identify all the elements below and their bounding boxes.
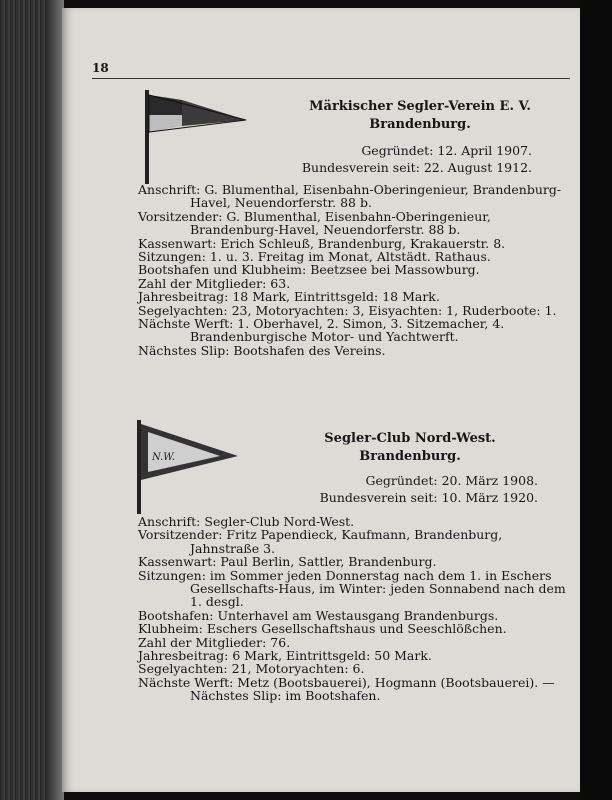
club1-federation: Bundesverein seit: 22. August 1912.	[301, 160, 532, 175]
club2-title	[300, 430, 520, 466]
entry-text: Paul Berlin, Sattler, Brandenburg.	[220, 554, 437, 570]
entry-text: 1. Oberhavel, 2. Simon, 3. Sitzemacher, 4. Brandenburgische Motor- und Yachtwerft.	[190, 316, 505, 345]
entry-label: Zahl der Mitglieder:	[138, 275, 267, 291]
entry-text: G. Blumenthal, Eisenbahn-Oberingenieur, Brandenburg-Havel, Neuendorferstr. 88 b.	[190, 182, 562, 211]
entry-text: 23, Motoryachten: 3, Eisyachten: 1, Ruderboote: 1.	[231, 302, 557, 318]
club1-entry	[138, 342, 568, 358]
club2-entry	[138, 607, 568, 623]
entry-label: Klubheim:	[138, 621, 203, 637]
entry-text: Beetzsee bei Massowburg.	[310, 262, 480, 278]
club2-city: Brandenburg.	[359, 449, 461, 464]
entry-text: Erich Schleuß, Brandenburg, Krakauerstr. 8.	[220, 235, 506, 251]
club2-entry	[138, 674, 568, 704]
club2-name: Segler-Club Nord-West.	[324, 431, 496, 446]
entry-label: Jahresbeitrag:	[138, 648, 229, 664]
club2-entry	[138, 514, 568, 529]
club2-entry	[138, 661, 568, 677]
club2-flag-letters: N.W.	[152, 452, 175, 463]
entry-label: Jahresbeitrag:	[138, 289, 229, 305]
club1-entries	[138, 183, 568, 357]
club2-entry	[138, 527, 568, 556]
entry-label: Vorsitzender:	[138, 527, 223, 543]
entry-text: G. Blumenthal, Eisenbahn-Oberingenieur, Brandenburg-Havel, Neuendorferstr. 88 b.	[190, 208, 491, 238]
club1-name: Märkischer Segler-Verein E. V.	[309, 99, 531, 114]
entry-text: Segler-Club Nord-West.	[204, 514, 355, 529]
club2-entry	[138, 554, 568, 570]
club2-entry	[138, 648, 568, 664]
entry-label: Nächste Werft:	[138, 316, 234, 332]
entry-label: Bootshafen:	[138, 607, 214, 623]
entry-label: Kassenwart:	[138, 235, 217, 251]
entry-text: 6 Mark, Eintrittsgeld: 50 Mark.	[232, 648, 432, 664]
club1-entry	[138, 249, 568, 265]
entry-text: Bootshafen des Vereins.	[233, 342, 386, 358]
entry-label: Sitzungen:	[138, 567, 206, 583]
club2-entries	[138, 515, 568, 703]
entry-text: 63.	[270, 275, 291, 291]
entry-text: Eschers Gesellschaftshaus und Seeschlößchen.	[206, 621, 507, 637]
entry-text: 18 Mark, Eintrittsgeld: 18 Mark.	[232, 289, 440, 305]
entry-text: im Sommer jeden Donnerstag nach dem 1. in Eschers Gesellschafts-Haus, im Winter: jeden Sonnabend nach dem 1. desgl.	[190, 567, 566, 610]
club2-entry	[138, 634, 568, 650]
club1-entry	[138, 208, 568, 238]
club2-federation: Bundesverein seit: 10. März 1920.	[319, 490, 538, 505]
club2-meta	[260, 472, 538, 506]
club1-entry	[138, 289, 568, 305]
entry-label: Kassenwart:	[138, 554, 217, 570]
club1-city: Brandenburg.	[369, 117, 471, 132]
entry-label: Anschrift:	[138, 514, 201, 529]
club2-entry	[138, 567, 568, 610]
club1-pennant-icon	[142, 90, 250, 185]
club1-entry	[138, 182, 568, 211]
entry-text: Fritz Papendieck, Kaufmann, Brandenburg, Jahnstraße 3.	[190, 527, 503, 556]
entry-text: 1. u. 3. Freitag im Monat, Altstädt. Rathaus.	[209, 249, 491, 265]
club1-entry	[138, 235, 568, 251]
entry-text: 76.	[270, 634, 291, 650]
entry-label: Nächstes Slip:	[138, 342, 230, 358]
club2-founded: Gegründet: 20. März 1908.	[365, 473, 538, 488]
page-number: 18	[92, 61, 109, 75]
entry-label: Zahl der Mitglieder:	[138, 634, 267, 650]
club1-entry	[138, 275, 568, 291]
club1-entry	[138, 316, 568, 345]
entry-label: Nächste Werft:	[138, 674, 234, 690]
club1-meta	[260, 142, 532, 176]
entry-label: Segelyachten:	[138, 661, 228, 677]
club1-entry	[138, 262, 568, 278]
entry-label: Segelyachten:	[138, 302, 228, 318]
entry-label: Anschrift:	[138, 182, 201, 197]
club2-entry	[138, 621, 568, 637]
club2-pennant-icon	[134, 420, 244, 515]
entry-label: Bootshafen und Klubheim:	[138, 262, 307, 278]
club1-title	[290, 98, 550, 134]
entry-text: Unterhavel am Westausgang Brandenburgs.	[217, 607, 499, 623]
club1-entry	[138, 302, 568, 318]
club1-founded: Gegründet: 12. April 1907.	[361, 143, 532, 158]
header-rule	[92, 78, 570, 79]
entry-label: Sitzungen:	[138, 249, 206, 265]
page-edge	[580, 0, 612, 800]
entry-label: Vorsitzender:	[138, 208, 223, 224]
entry-text: Metz (Bootsbauerei), Hogmann (Bootsbauerei). — Nächstes Slip: im Bootshafen.	[190, 674, 555, 704]
entry-text: 21, Motoryachten: 6.	[231, 661, 365, 677]
